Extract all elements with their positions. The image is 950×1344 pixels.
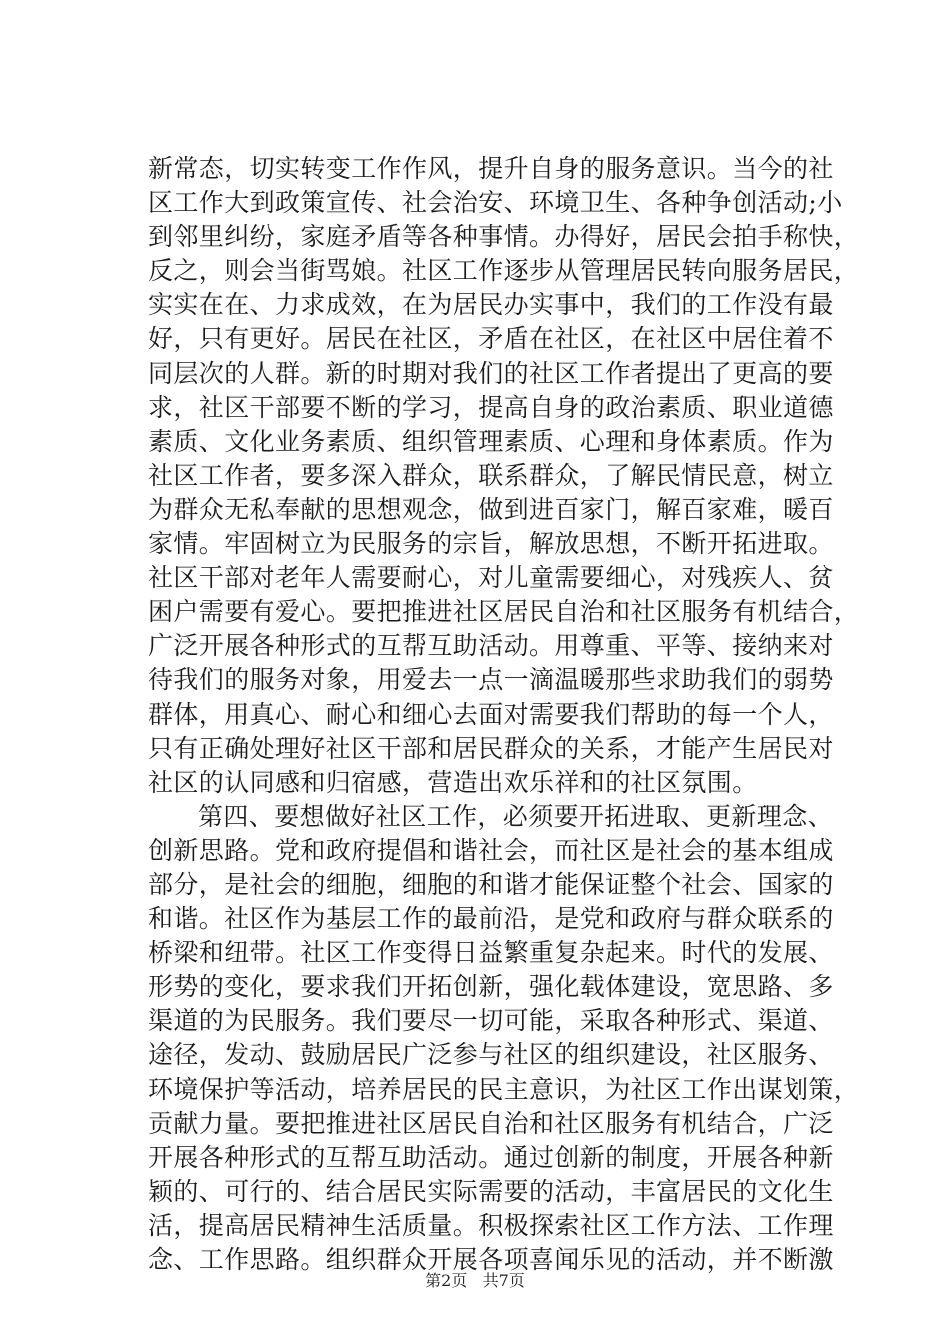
- total-pages: 共7页: [482, 1271, 525, 1290]
- text-line: 只有正确处理好社区干部和居民群众的关系，才能产生居民对: [148, 733, 834, 763]
- text-line: 困户需要有爱心。要把推进社区居民自治和社区服务有机结合，: [148, 597, 860, 627]
- text-line: 同层次的人群。新的时期对我们的社区工作者提出了更高的要: [148, 358, 834, 388]
- text-line: 贡献力量。要把推进社区居民自治和社区服务有机结合，广泛: [148, 1108, 834, 1138]
- page-number: 第2页: [425, 1271, 468, 1290]
- page-footer: [0, 1268, 950, 1291]
- text-line: 开展各种形式的互帮互助活动。通过创新的制度，开展各种新: [148, 1142, 834, 1172]
- text-line: 环境保护等活动，培养居民的民主意识，为社区工作出谋划策，: [148, 1074, 860, 1104]
- text-line: 广泛开展各种形式的互帮互助活动。用尊重、平等、接纳来对: [148, 631, 834, 661]
- text-line: 家情。牢固树立为民服务的宗旨，解放思想，不断开拓进取。: [148, 529, 834, 559]
- text-line: 到邻里纠纷，家庭矛盾等各种事情。办得好，居民会拍手称快，: [148, 222, 860, 252]
- text-line: 桥梁和纽带。社区工作变得日益繁重复杂起来。时代的发展、: [148, 938, 834, 968]
- text-line: 社区的认同感和归宿感，营造出欢乐祥和的社区氛围。: [148, 767, 758, 797]
- text-line: 活，提高居民精神生活质量。积极探索社区工作方法、工作理: [148, 1210, 834, 1240]
- text-line: 社区工作者，要多深入群众，联系群众，了解民情民意，树立: [148, 460, 834, 490]
- text-line: 和谐。社区作为基层工作的最前沿，是党和政府与群众联系的: [148, 904, 834, 934]
- text-line: 实实在在、力求成效，在为居民办实事中，我们的工作没有最: [148, 290, 834, 320]
- text-line: 好，只有更好。居民在社区，矛盾在社区，在社区中居住着不: [148, 324, 834, 354]
- text-line: 途径，发动、鼓励居民广泛参与社区的组织建设，社区服务、: [148, 1040, 834, 1070]
- text-line: 部分，是社会的细胞，细胞的和谐才能保证整个社会、国家的: [148, 869, 834, 899]
- footer-separator: [472, 1271, 477, 1290]
- text-line: 创新思路。党和政府提倡和谐社会，而社区是社会的基本组成: [148, 835, 834, 865]
- text-line: 区工作大到政策宣传、社会治安、环境卫生、各种争创活动;小: [148, 188, 843, 218]
- text-line: 念、工作思路。组织群众开展各项喜闻乐见的活动，并不断激: [148, 1245, 834, 1274]
- text-line: 群体，用真心、耐心和细心去面对需要我们帮助的每一个人，: [148, 699, 834, 729]
- text-line: 新常态，切实转变工作作风，提升自身的服务意识。当今的社: [148, 154, 834, 183]
- text-line: 为群众无私奉献的思想观念，做到进百家门，解百家难，暖百: [148, 494, 834, 524]
- paragraph-start-line: 第四、要想做好社区工作，必须要开拓进取、更新理念、: [198, 801, 834, 831]
- text-line: 待我们的服务对象，用爱去一点一滴温暖那些求助我们的弱势: [148, 665, 834, 695]
- text-line: 颖的、可行的、结合居民实际需要的活动，丰富居民的文化生: [148, 1176, 834, 1206]
- text-line: 渠道的为民服务。我们要尽一切可能，采取各种形式、渠道、: [148, 1006, 834, 1036]
- text-line: 求，社区干部要不断的学习，提高自身的政治素质、职业道德: [148, 392, 834, 422]
- text-line: 社区干部对老年人需要耐心，对儿童需要细心，对残疾人、贫: [148, 563, 834, 593]
- body-text: [148, 152, 860, 1277]
- text-line: 素质、文化业务素质、组织管理素质、心理和身体素质。作为: [148, 426, 834, 456]
- text-line: 形势的变化，要求我们开拓创新，强化载体建设，宽思路、多: [148, 972, 834, 1002]
- text-line: 反之，则会当街骂娘。社区工作逐步从管理居民转向服务居民，: [148, 256, 860, 286]
